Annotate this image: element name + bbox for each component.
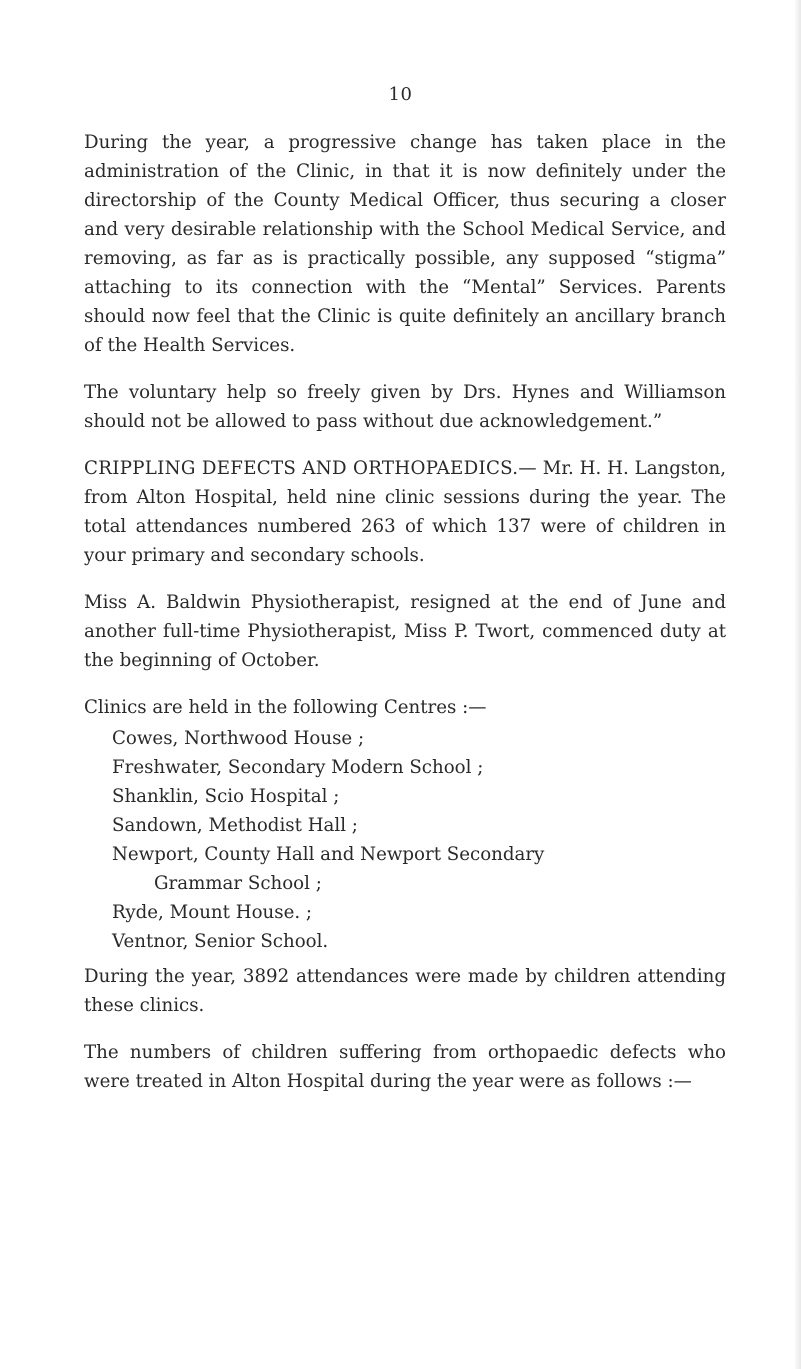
paragraph-orthopaedic-numbers: The numbers of children suffering from orthopaedic defects who were treated in Alton Hospital during the year were as follows :— [84,1042,726,1092]
list-item: Ventnor, Senior School. [112,931,329,952]
paragraph-attendances: During the year, 3892 attendances were made by children attending these clinics. [84,966,726,1016]
section-heading-crippling-defects: CRIPPLING DEFECTS AND ORTHOPAEDICS.— [84,458,537,479]
page-edge [795,0,801,1369]
paragraph-crippling-defects-body: Mr. H. H. Langston, from Alton Hospital, held nine clinic sessions during the year. The total attendances numbered 263 of which 137 were of children in your primary and secondary schools. [84,458,726,566]
list-item: Cowes, Northwood House ; [112,728,365,749]
paragraph-clinics-intro: Clinics are held in the following Centres :— [84,697,487,718]
list-item: Shanklin, Scio Hospital ; [112,786,340,807]
paragraph-clinic-administration: During the year, a progressive change has taken place in the administration of the Clinic, in that it is now definitely under the directorship of the County Medical Officer, thus securing a closer and very desirable relationship with the School Medical Service, and removing, as far as is practically possible, any supposed “stigma” attaching to its connection with the “Mental” Services. Parents should now feel that the Clinic is quite definitely an ancillary branch of the Health Services. [84,132,726,356]
paragraph-physiotherapist: Miss A. Baldwin Physiotherapist, resigned at the end of June and another full-time Physiotherapist, Miss P. Twort, commenced duty at the beginning of October. [84,592,726,671]
paragraph-voluntary-help: The voluntary help so freely given by Drs. Hynes and Williamson should not be allowed to pass without due acknowledgement.” [84,382,726,432]
paragraph-crippling-defects [84,454,726,570]
list-item: Freshwater, Secondary Modern School ; [112,757,484,778]
list-item: Ryde, Mount House. ; [112,902,313,923]
list-item-continuation: Grammar School ; [154,873,322,894]
page-number: 10 [388,84,413,105]
list-item: Sandown, Methodist Hall ; [112,815,358,836]
list-item: Newport, County Hall and Newport Secondary Grammar School ; [84,840,726,898]
document-body [84,128,726,1114]
centres-list [84,724,726,956]
